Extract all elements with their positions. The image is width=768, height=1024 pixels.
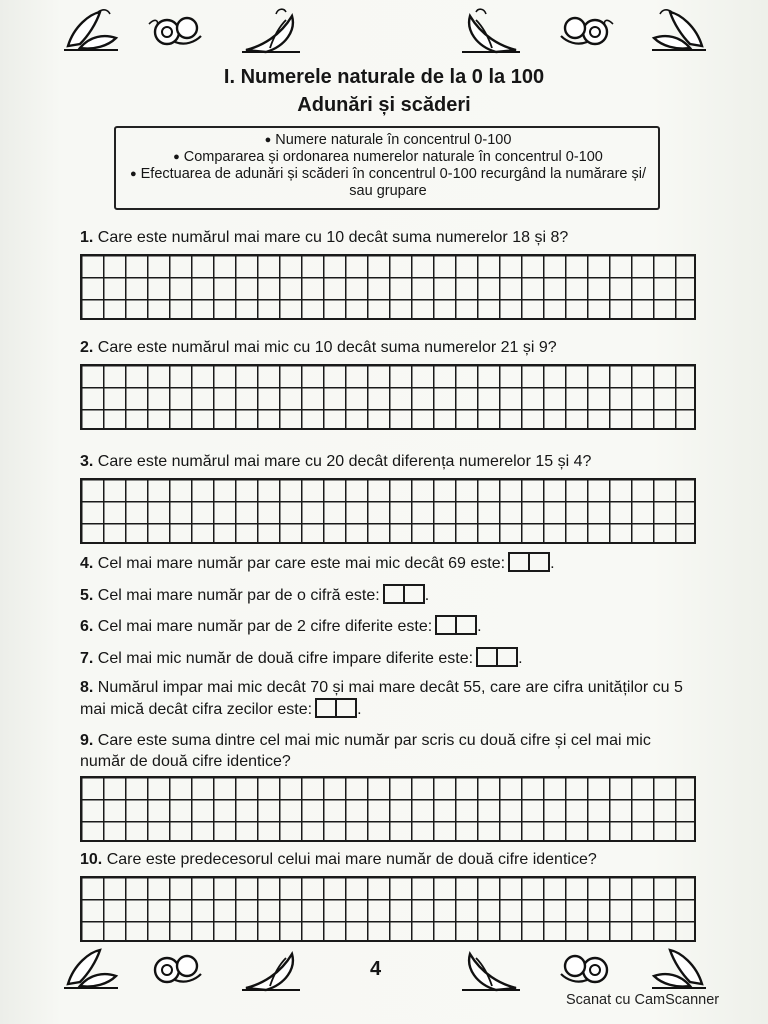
leaf-butterfly-icon: [460, 944, 522, 994]
leaf-butterfly-icon: [240, 944, 302, 994]
swirl-icon: [555, 944, 617, 994]
chapter-title: I. Numerele naturale de la 0 la 100: [223, 66, 545, 88]
chapter-subtitle: Adunări și scăderi: [297, 94, 471, 116]
butterfly-icon: [60, 944, 122, 994]
question-1: 1. Care este numărul mai mare cu 10 decât suma numerelor 18 și 8?: [80, 229, 569, 246]
page-number: 4: [370, 958, 382, 980]
objectives-box: [114, 126, 660, 210]
answer-box-5[interactable]: [383, 584, 425, 604]
question-5: 5. Cel mai mare număr par de o cifră este: .: [80, 584, 700, 605]
answer-box-8[interactable]: [315, 698, 357, 718]
question-7: 7. Cel mai mic număr de două cifre impare diferite este: .: [80, 647, 700, 668]
butterfly-icon: [60, 6, 122, 56]
butterfly-icon: [648, 944, 710, 994]
question-8: 8. Numărul impar mai mic decât 70 și mai mare decât 55, care are cifra unităților cu 5 mai mică decât cifra zecilor este: .: [80, 679, 683, 718]
bottom-ornament-border: [60, 944, 710, 996]
swirl-icon: [145, 944, 207, 994]
objective-item: ● Compararea și ordonarea numerelor naturale în concentrul 0-100: [173, 149, 603, 165]
leaf-butterfly-icon: [460, 6, 522, 56]
scanner-watermark: Scanat cu CamScanner: [566, 992, 720, 1008]
objective-item: ● Numere naturale în concentrul 0-100: [264, 132, 512, 148]
objective-item: ● Efectuarea de adunări și scăderi în concentrul 0-100 recurgând la numărare și/ sau grupare: [129, 166, 647, 199]
question-6: 6. Cel mai mare număr par de 2 cifre diferite este: .: [80, 615, 700, 636]
answer-box-6[interactable]: [435, 615, 477, 635]
butterfly-icon: [648, 6, 710, 56]
swirl-icon: [555, 6, 617, 56]
question-9: 9. Care este suma dintre cel mai mic număr par scris cu două cifre și cel mai mic număr de două cifre identice?: [80, 732, 651, 770]
answer-grid-10[interactable]: [80, 876, 696, 942]
question-2: 2. Care este numărul mai mic cu 10 decât suma numerelor 21 și 9?: [80, 339, 557, 356]
answer-grid-3[interactable]: [80, 478, 696, 544]
answer-grid-2[interactable]: [80, 364, 696, 430]
answer-box-4[interactable]: [508, 552, 550, 572]
answer-box-7[interactable]: [476, 647, 518, 667]
top-ornament-border: [60, 6, 710, 58]
question-10: 10. Care este predecesorul celui mai mare număr de două cifre identice?: [80, 851, 597, 868]
swirl-icon: [145, 6, 207, 56]
answer-grid-1[interactable]: [80, 254, 696, 320]
leaf-butterfly-icon: [240, 6, 302, 56]
question-3: 3. Care este numărul mai mare cu 20 decât diferența numerelor 15 și 4?: [80, 453, 592, 470]
question-4: 4. Cel mai mare număr par care este mai mic decât 69 este: .: [80, 552, 700, 573]
answer-grid-9[interactable]: [80, 776, 696, 842]
